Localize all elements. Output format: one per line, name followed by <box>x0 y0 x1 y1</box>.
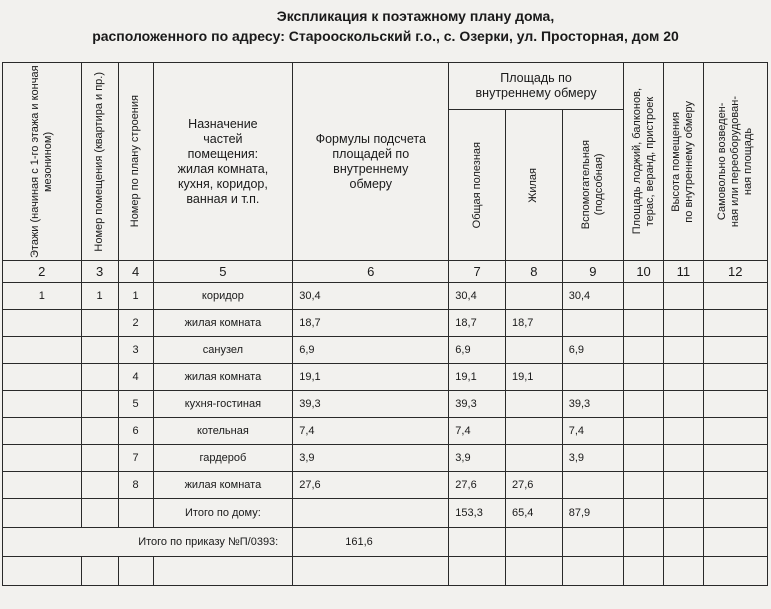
table-row <box>3 283 768 310</box>
cell-empty <box>664 528 703 557</box>
header-room-purpose: Назначение частей помещения: жилая комната, кухня, коридор, ванная и т.п. <box>153 63 293 261</box>
cell-formula: 3,9 <box>293 445 449 472</box>
cell-formula: 39,3 <box>293 391 449 418</box>
column-number: 4 <box>118 261 153 283</box>
column-number: 3 <box>81 261 118 283</box>
cell-empty <box>3 557 82 586</box>
empty-row <box>3 557 768 586</box>
cell-empty <box>623 310 663 337</box>
column-number: 2 <box>3 261 82 283</box>
cell-empty <box>623 528 663 557</box>
cell-empty <box>703 418 767 445</box>
cell-formula: 6,9 <box>293 337 449 364</box>
cell-living <box>506 418 563 445</box>
cell-total: 3,9 <box>449 445 506 472</box>
table-row <box>3 310 768 337</box>
explication-table <box>2 62 768 586</box>
column-number: 5 <box>153 261 293 283</box>
cell-room-name: кухня-гостиная <box>153 391 293 418</box>
cell-formula: 18,7 <box>293 310 449 337</box>
cell-total: 30,4 <box>449 283 506 310</box>
cell-formula: 19,1 <box>293 364 449 391</box>
cell-empty <box>623 445 663 472</box>
cell-empty <box>703 528 767 557</box>
cell-empty <box>664 364 703 391</box>
table-row <box>3 364 768 391</box>
cell-living <box>506 391 563 418</box>
cell-aux <box>562 310 623 337</box>
cell-empty <box>449 528 506 557</box>
cell-room-name: жилая комната <box>153 364 293 391</box>
cell-floor <box>3 364 82 391</box>
cell-empty <box>562 528 623 557</box>
cell-floor <box>3 472 82 499</box>
cell-num: 8 <box>118 472 153 499</box>
cell-formula: 27,6 <box>293 472 449 499</box>
total-house-label: Итого по дому: <box>153 499 293 528</box>
cell-aux: 39,3 <box>562 391 623 418</box>
cell-empty <box>506 557 563 586</box>
cell-empty <box>664 283 703 310</box>
total-house-living: 65,4 <box>506 499 563 528</box>
cell-empty <box>81 499 118 528</box>
header-aux-area: Вспомогательная (подсобная) <box>562 110 623 261</box>
cell-living <box>506 283 563 310</box>
column-number: 12 <box>703 261 767 283</box>
cell-total: 7,4 <box>449 418 506 445</box>
cell-empty <box>664 418 703 445</box>
title-line-2: расположенного по адресу: Старооскольский г.о., с. Озерки, ул. Просторная, дом 20 <box>92 28 679 44</box>
total-order-label: Итого по приказу №П/0393: <box>3 528 293 557</box>
cell-room-name: санузел <box>153 337 293 364</box>
cell-empty <box>703 499 767 528</box>
cell-empty <box>664 337 703 364</box>
cell-apt: 1 <box>81 283 118 310</box>
header-area-group: Площадь по внутреннему обмеру <box>449 63 624 110</box>
cell-empty <box>703 337 767 364</box>
header-loggias: Площадь лоджий, балконов, терас, веранд, пристроек <box>623 63 663 261</box>
cell-room-name: котельная <box>153 418 293 445</box>
cell-empty <box>623 391 663 418</box>
cell-num: 1 <box>118 283 153 310</box>
cell-num: 6 <box>118 418 153 445</box>
cell-room-name: жилая комната <box>153 310 293 337</box>
cell-empty <box>623 364 663 391</box>
cell-empty <box>664 310 703 337</box>
cell-living: 19,1 <box>506 364 563 391</box>
cell-floor <box>3 391 82 418</box>
header-formulas: Формулы подсчета площадей по внутреннему обмеру <box>293 63 449 261</box>
cell-empty <box>703 283 767 310</box>
cell-aux: 3,9 <box>562 445 623 472</box>
cell-total: 39,3 <box>449 391 506 418</box>
cell-room-name: коридор <box>153 283 293 310</box>
cell-living <box>506 445 563 472</box>
cell-empty <box>506 528 563 557</box>
cell-empty <box>153 557 293 586</box>
column-number: 7 <box>449 261 506 283</box>
column-number: 11 <box>664 261 703 283</box>
cell-aux: 30,4 <box>562 283 623 310</box>
cell-empty <box>562 557 623 586</box>
cell-floor <box>3 418 82 445</box>
total-house-row <box>3 499 768 528</box>
cell-aux: 7,4 <box>562 418 623 445</box>
column-number: 6 <box>293 261 449 283</box>
cell-empty <box>118 557 153 586</box>
cell-empty <box>293 557 449 586</box>
cell-empty <box>623 283 663 310</box>
table-row <box>3 418 768 445</box>
cell-room-name: жилая комната <box>153 472 293 499</box>
cell-total: 27,6 <box>449 472 506 499</box>
cell-apt <box>81 472 118 499</box>
cell-living: 27,6 <box>506 472 563 499</box>
cell-num: 7 <box>118 445 153 472</box>
cell-empty <box>623 418 663 445</box>
cell-apt <box>81 445 118 472</box>
cell-empty <box>664 499 703 528</box>
cell-empty <box>81 557 118 586</box>
column-numbers-row <box>3 261 768 283</box>
cell-total: 6,9 <box>449 337 506 364</box>
document-title <box>0 6 771 46</box>
cell-num: 5 <box>118 391 153 418</box>
cell-total: 18,7 <box>449 310 506 337</box>
column-number: 8 <box>506 261 563 283</box>
header-unauthorized: Самовольно возведен- ная или переоборудован- ная площадь <box>703 63 767 261</box>
header-plan-number: Номер по плану строения <box>118 63 153 261</box>
cell-apt <box>81 364 118 391</box>
cell-empty <box>703 445 767 472</box>
header-floors: Этажи (начиная с 1-го этажа и кончая мезонином) <box>3 63 82 261</box>
cell-living <box>506 337 563 364</box>
cell-apt <box>81 310 118 337</box>
cell-apt <box>81 337 118 364</box>
cell-apt <box>81 418 118 445</box>
table-row <box>3 445 768 472</box>
total-house-total: 153,3 <box>449 499 506 528</box>
column-number: 9 <box>562 261 623 283</box>
cell-num: 2 <box>118 310 153 337</box>
cell-floor: 1 <box>3 283 82 310</box>
header-total-area: Общая полезная <box>449 110 506 261</box>
cell-empty <box>449 557 506 586</box>
cell-aux <box>562 364 623 391</box>
title-line-1: Экспликация к поэтажному плану дома, <box>276 8 555 24</box>
cell-apt <box>81 391 118 418</box>
total-order-value: 161,6 <box>293 528 449 557</box>
column-number: 10 <box>623 261 663 283</box>
cell-empty <box>623 557 663 586</box>
cell-living: 18,7 <box>506 310 563 337</box>
cell-formula: 7,4 <box>293 418 449 445</box>
cell-empty <box>293 499 449 528</box>
cell-formula: 30,4 <box>293 283 449 310</box>
cell-empty <box>703 557 767 586</box>
cell-empty <box>623 472 663 499</box>
cell-empty <box>703 391 767 418</box>
cell-floor <box>3 310 82 337</box>
cell-empty <box>664 445 703 472</box>
header-height: Высота помещения по внутреннему обмеру <box>664 63 703 261</box>
cell-aux: 6,9 <box>562 337 623 364</box>
table-row <box>3 472 768 499</box>
cell-empty <box>118 499 153 528</box>
cell-empty <box>664 391 703 418</box>
cell-empty <box>3 499 82 528</box>
cell-aux <box>562 472 623 499</box>
cell-empty <box>623 337 663 364</box>
cell-total: 19,1 <box>449 364 506 391</box>
header-living-area: Жилая <box>506 110 563 261</box>
cell-floor <box>3 445 82 472</box>
cell-empty <box>703 472 767 499</box>
cell-empty <box>623 499 663 528</box>
cell-num: 3 <box>118 337 153 364</box>
cell-empty <box>703 364 767 391</box>
cell-empty <box>664 472 703 499</box>
cell-empty <box>664 557 703 586</box>
header-room-number: Номер помещения (квартира и пр.) <box>81 63 118 261</box>
table-row <box>3 391 768 418</box>
total-order-row <box>3 528 768 557</box>
cell-empty <box>703 310 767 337</box>
total-house-aux: 87,9 <box>562 499 623 528</box>
cell-floor <box>3 337 82 364</box>
cell-num: 4 <box>118 364 153 391</box>
cell-room-name: гардероб <box>153 445 293 472</box>
table-row <box>3 337 768 364</box>
